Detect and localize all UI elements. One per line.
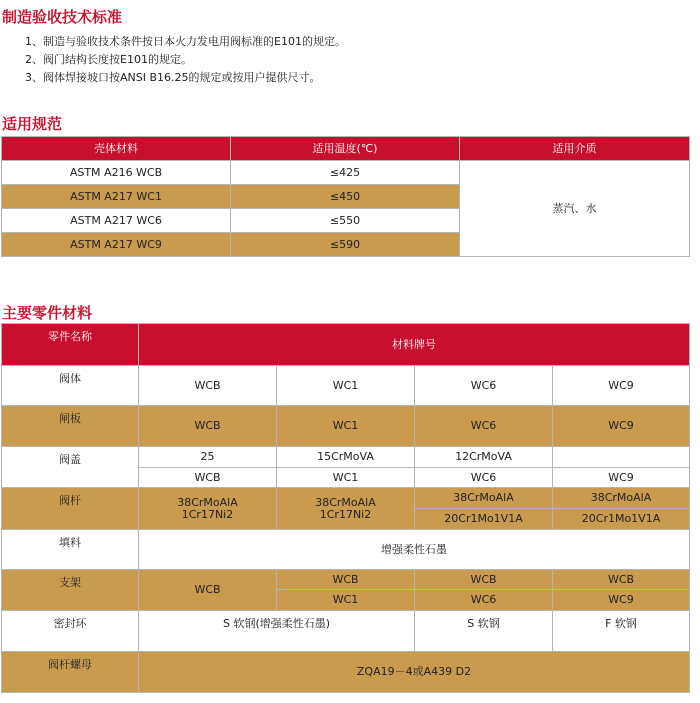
header-temperature: 适用温度(℃) <box>231 137 460 161</box>
table-row <box>2 366 690 406</box>
material-cell: 增强柔性石墨 <box>139 530 690 570</box>
table-row <box>2 161 690 185</box>
material-cell: 12CrMoVA <box>415 447 553 468</box>
section-title-standards: 制造验收技术标准 <box>2 8 123 26</box>
material-cell: 38CrMoAlA <box>553 488 690 509</box>
spec-table <box>1 136 690 257</box>
material-cell: ZQA19－4或A439 D2 <box>139 652 690 693</box>
material-cell: WC9 <box>553 366 690 406</box>
material-cell: 15CrMoVA <box>277 447 415 468</box>
table-row <box>2 530 690 570</box>
part-name-cell: 阀盖 <box>2 447 139 488</box>
material-cell: S 软钢 <box>415 611 553 652</box>
list-item: 3、阀体焊接坡口按ANSI B16.25的规定或按用户提供尺寸。 <box>25 71 321 84</box>
material-cell: WC1 <box>277 366 415 406</box>
header-medium: 适用介质 <box>460 137 690 161</box>
table-row <box>2 447 690 468</box>
material-cell: WC9 <box>553 590 690 611</box>
material-cell: WC1 <box>277 590 415 611</box>
temperature-cell: ≤550 <box>231 209 460 233</box>
shell-material-cell: ASTM A217 WC1 <box>2 185 231 209</box>
material-cell: WC9 <box>553 406 690 447</box>
part-name-cell: 阀体 <box>2 366 139 406</box>
part-name-cell: 闸板 <box>2 406 139 447</box>
material-cell: 20Cr1Mo1V1A <box>415 509 553 530</box>
section-title-specs: 适用规范 <box>2 115 63 133</box>
table-row <box>2 570 690 590</box>
material-cell: 20Cr1Mo1V1A <box>553 509 690 530</box>
list-item: 2、阀门结构长度按E101的规定。 <box>25 53 192 66</box>
part-name-cell: 密封环 <box>2 611 139 652</box>
material-cell: WCB <box>139 406 277 447</box>
material-cell: WCB <box>139 468 277 488</box>
table-row <box>2 652 690 693</box>
material-cell: 25 <box>139 447 277 468</box>
material-cell: WCB <box>415 570 553 590</box>
section-title-parts: 主要零件材料 <box>2 304 93 322</box>
list-item: 1、制造与验收技术条件按日本火力发电用阀标准的E101的规定。 <box>25 35 346 48</box>
part-name-cell: 填料 <box>2 530 139 570</box>
material-cell: WCB <box>139 570 277 611</box>
material-cell: WCB <box>553 570 690 590</box>
material-cell: WC6 <box>415 590 553 611</box>
material-cell: WC6 <box>415 366 553 406</box>
material-cell: WC1 <box>277 468 415 488</box>
material-cell <box>553 447 690 468</box>
material-cell: F 软钢 <box>553 611 690 652</box>
shell-material-cell: ASTM A217 WC9 <box>2 233 231 257</box>
medium-cell: 蒸汽、水 <box>460 161 690 257</box>
standards-list <box>25 33 346 87</box>
part-name-cell: 阀杆螺母 <box>2 652 139 693</box>
table-row <box>2 488 690 509</box>
table-row <box>2 611 690 652</box>
material-cell: WCB <box>277 570 415 590</box>
part-name-cell: 支架 <box>2 570 139 611</box>
shell-material-cell: ASTM A217 WC6 <box>2 209 231 233</box>
header-shell-material: 壳体材料 <box>2 137 231 161</box>
material-cell: S 软钢(增强柔性石墨) <box>139 611 415 652</box>
material-cell: WC6 <box>415 468 553 488</box>
temperature-cell: ≤425 <box>231 161 460 185</box>
material-cell: WC6 <box>415 406 553 447</box>
material-cell: WC1 <box>277 406 415 447</box>
material-cell: WC9 <box>553 468 690 488</box>
temperature-cell: ≤590 <box>231 233 460 257</box>
material-cell: 38CrMoAlA <box>415 488 553 509</box>
table-row <box>2 406 690 447</box>
material-cell: 38CrMoAlA 1Cr17Ni2 <box>139 488 277 530</box>
parts-material-table <box>1 323 690 693</box>
part-name-cell: 阀杆 <box>2 488 139 530</box>
header-part-name: 零件名称 <box>2 324 139 366</box>
temperature-cell: ≤450 <box>231 185 460 209</box>
material-cell: WCB <box>139 366 277 406</box>
header-material-grade: 材料牌号 <box>139 324 690 366</box>
shell-material-cell: ASTM A216 WCB <box>2 161 231 185</box>
material-cell: 38CrMoAlA 1Cr17Ni2 <box>277 488 415 530</box>
